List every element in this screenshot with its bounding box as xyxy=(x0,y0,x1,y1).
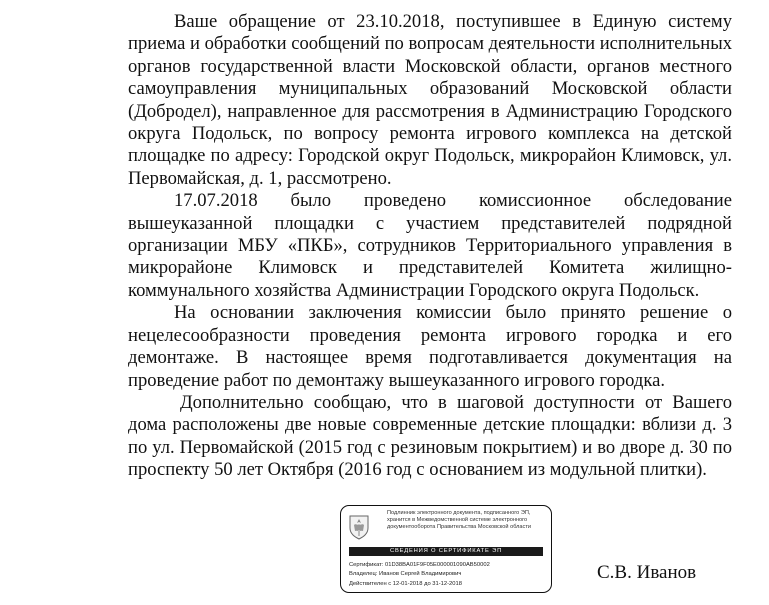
certificate-validity: Действителен с 12-01-2018 до 31-12-2018 xyxy=(349,580,462,587)
paragraph-4: Дополнительно сообщаю, что в шаговой доступности от Вашего дома расположены две новые современные детские площадки: вблизи д. 3 по ул. Первомайской (2015 год с резиновым покрытием) и во дворе д. 30 по проспекту 50 лет Октября (2016 год с основанием из модульной плитки). xyxy=(128,391,732,481)
paragraph-1: Ваше обращение от 23.10.2018, поступившее в Единую систему приема и обработки сообщений по вопросам деятельности исполнительных органов государственной власти Московской области, органов местного самоуправления муниципальных образований Московской области (Добродел), направленное для рассмотрения в Администрацию Городского округа Подольск, по вопросу ремонта игрового комплекса на детской площадке по адресу: Городской округ Подольск, микрорайон Климовск, ул. Первомайская, д. 1, рассмотрено. xyxy=(128,11,732,189)
stamp-info-text: Подлинник электронного документа, подписанного ЭП, хранится в Межведомственной системе электронного документооборота Правительства Московской области xyxy=(387,510,532,530)
signer-name: С.В. Иванов xyxy=(597,562,697,583)
certificate-number: Сертификат: 01D38BA01F9F05E000001090AB50002 xyxy=(349,562,490,568)
letter-body xyxy=(128,11,732,482)
certificate-header: СВЕДЕНИЯ О СЕРТИФИКАТЕ ЭП xyxy=(349,547,543,556)
coat-of-arms-icon xyxy=(348,514,370,540)
certificate-details xyxy=(349,561,547,589)
paragraph-2: 17.07.2018 было проведено комиссионное обследование вышеуказанной площадки с участием представителей подрядной организации МБУ «ПКБ», сотрудников Территориального управления в микрорайоне Климовск и представителей Комитета жилищно-коммунального хозяйства Администрации Городского округа Подольск. xyxy=(128,190,732,301)
electronic-signature-stamp xyxy=(340,505,552,593)
certificate-owner: Владелец: Иванов Сергей Владимирович xyxy=(349,571,462,578)
paragraph-3: На основании заключения комиссии было принято решение о нецелесообразности проведения ремонта игрового городка и его демонтаже. В настоящее время подготавливается документация на проведение работ по демонтажу вышеуказанного игрового городка. xyxy=(128,302,732,391)
